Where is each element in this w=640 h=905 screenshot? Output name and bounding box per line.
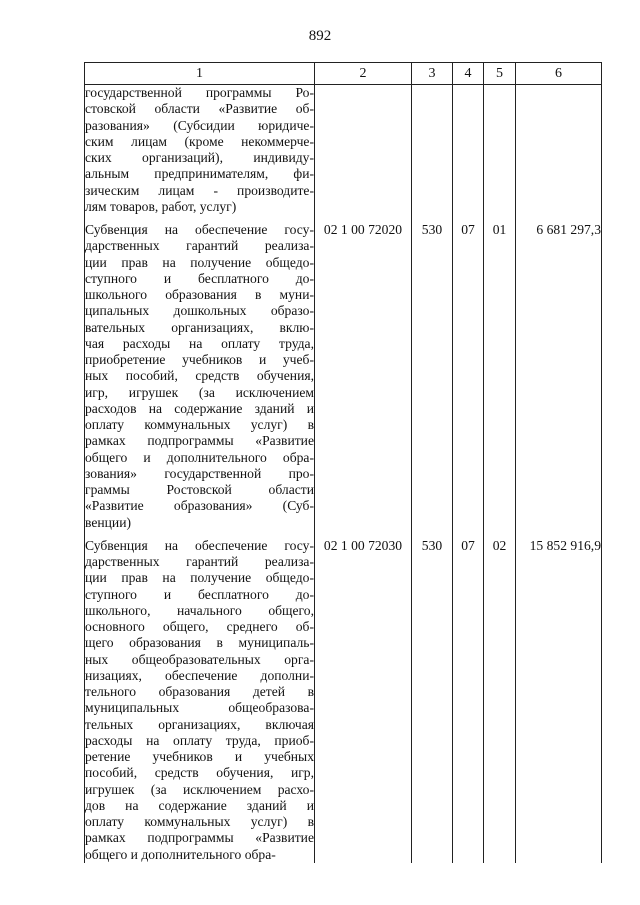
- description-line: ских организаций), индивиду-: [85, 150, 314, 165]
- description-line: пособий, средств обучения, игр,: [85, 765, 314, 781]
- table-row: [85, 221, 602, 537]
- description-line: дарственных гарантий реализа-: [85, 554, 314, 569]
- description-line: дов на содержание зданий и: [85, 797, 314, 813]
- column-header: 3: [412, 63, 453, 85]
- amount-cell: [516, 85, 602, 222]
- description-line: основного общего, среднего об-: [85, 619, 314, 634]
- description-line: ных пособий, средств обучения,: [85, 368, 314, 384]
- subsection-cell: 01: [484, 221, 516, 537]
- description-line: приобретение учебников и учеб-: [85, 352, 314, 367]
- table-row: [85, 85, 602, 222]
- description-line: Субвенция на обеспечение госу-: [85, 537, 314, 553]
- description-line: расходов на содержание зданий и: [85, 400, 314, 416]
- description-line: игр, игрушек (за исключением: [85, 384, 314, 400]
- budget-table: [84, 62, 602, 863]
- description-line: ципальных дошкольных образо-: [85, 303, 314, 319]
- expense-type-cell: [412, 85, 453, 222]
- description-line: «Развитие образования» (Суб-: [85, 498, 314, 514]
- description-line: общего и дополнительного обра-: [85, 846, 276, 862]
- row-description: [85, 537, 315, 863]
- description-line: вательных организациях, вклю-: [85, 319, 314, 335]
- column-header: 5: [484, 63, 516, 85]
- page-number: 892: [308, 28, 332, 44]
- description-line: рамках подпрограммы «Развитие: [85, 433, 314, 449]
- description-line: ступного и бесплатного до-: [85, 586, 314, 602]
- description-line: зования» государственной про-: [85, 465, 314, 481]
- description-line: расходы на оплату труда, приоб-: [85, 732, 314, 748]
- description-line: альным предпринимателям, фи-: [85, 166, 314, 182]
- column-header: 2: [315, 63, 412, 85]
- section-cell: 07: [453, 221, 484, 537]
- subsection-cell: 02: [484, 537, 516, 863]
- column-header: 6: [516, 63, 602, 85]
- column-header: 1: [85, 63, 315, 85]
- column-header: 4: [453, 63, 484, 85]
- description-line: ступного и бесплатного до-: [85, 270, 314, 286]
- expense-type-cell: 530: [412, 221, 453, 537]
- description-line: оплату коммунальных услуг) в: [85, 417, 314, 432]
- description-line: ции прав на получение общедо-: [85, 570, 314, 586]
- row-description: [85, 85, 315, 222]
- description-line: общего и дополнительного обра-: [85, 449, 314, 465]
- table-body: [85, 85, 602, 863]
- description-line: Субвенция на обеспечение госу-: [85, 222, 314, 237]
- description-line: щего образования в муниципаль-: [85, 635, 314, 651]
- subsection-cell: [484, 85, 516, 222]
- section-cell: [453, 85, 484, 222]
- description-line: низациях, обеспечение дополни-: [85, 667, 314, 683]
- description-line: рамках подпрограммы «Развитие: [85, 830, 314, 846]
- description-line: игрушек (за исключением расхо-: [85, 781, 314, 797]
- description-line: ским лицам (кроме некоммерче-: [85, 133, 314, 149]
- amount-cell: 15 852 916,9: [516, 537, 602, 863]
- budget-code-cell: [315, 85, 412, 222]
- description-line: чая расходы на оплату труда,: [85, 335, 314, 351]
- description-line: государственной программы Ро-: [85, 85, 314, 100]
- description-line: разования» (Субсидии юридиче-: [85, 117, 314, 133]
- description-line: стовской области «Развитие об-: [85, 101, 314, 117]
- description-line: ции прав на получение общедо-: [85, 254, 314, 270]
- amount-cell: 6 681 297,3: [516, 221, 602, 537]
- description-line: тельных организациях, включая: [85, 716, 314, 732]
- description-line: граммы Ростовской области: [85, 482, 314, 497]
- table-row: [85, 537, 602, 863]
- budget-code-cell: 02 1 00 72020: [315, 221, 412, 537]
- description-line: ных общеобразовательных орга-: [85, 651, 314, 667]
- description-line: школьного, начального общего,: [85, 602, 314, 618]
- description-line: школьного образования в муни-: [85, 287, 314, 302]
- description-line: лям товаров, работ, услуг): [85, 198, 237, 214]
- description-line: муниципальных общеобразова-: [85, 700, 314, 716]
- description-line: оплату коммунальных услуг) в: [85, 814, 314, 829]
- column-number-header: [85, 63, 602, 85]
- expense-type-cell: 530: [412, 537, 453, 863]
- budget-code-cell: 02 1 00 72030: [315, 537, 412, 863]
- description-line: дарственных гарантий реализа-: [85, 238, 314, 254]
- description-line: зическим лицам - производите-: [85, 182, 314, 198]
- description-line: тельного образования детей в: [85, 684, 314, 699]
- row-description: [85, 221, 315, 537]
- description-line: ретение учебников и учебных: [85, 749, 314, 764]
- section-cell: 07: [453, 537, 484, 863]
- description-line: венции): [85, 514, 131, 530]
